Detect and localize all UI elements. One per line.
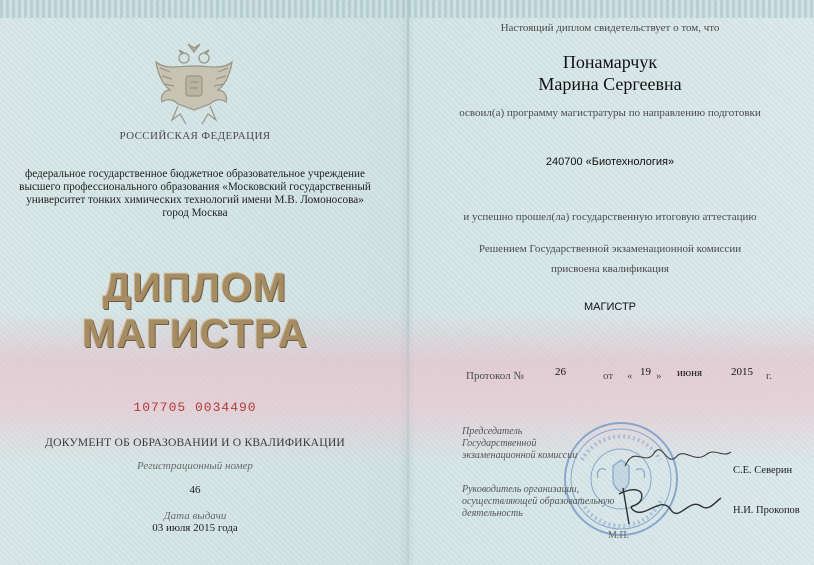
protocol-number: 26 xyxy=(555,366,566,378)
issue-date-label: Дата выдачи xyxy=(163,510,227,522)
institution-line: федеральное государственное бюджетное образовательное учреждение xyxy=(24,168,365,180)
institution-city: город Москва xyxy=(162,207,228,219)
chair-signature xyxy=(615,438,735,478)
attestation-statement: и успешно прошел(ла) государственную итоговую аттестацию xyxy=(463,211,757,223)
chair-label-line: экзаменационной комиссии xyxy=(462,450,578,461)
qualification: МАГИСТР xyxy=(584,301,636,313)
serial-number: 107705 0034490 xyxy=(133,400,257,415)
diploma-subtitle: МАГИСТРА xyxy=(81,312,308,356)
head-label-line: осуществляющей образовательную xyxy=(462,496,615,507)
head-name: Н.И. Прокопов xyxy=(733,505,800,516)
registration-label: Регистрационный номер xyxy=(137,460,253,472)
protocol-from: от xyxy=(603,370,614,382)
commission-decision: Решением Государственной экзаменационной комиссии xyxy=(478,243,742,255)
head-label xyxy=(462,484,632,520)
quote-open: « xyxy=(627,370,633,382)
chair-label-line: Государственной xyxy=(462,438,537,449)
chair-label xyxy=(462,426,632,462)
issue-date: 03 июля 2015 года xyxy=(152,522,238,534)
chair-name: С.Е. Северин xyxy=(733,465,793,476)
graduate-given-names: Марина Сергеевна xyxy=(538,74,682,94)
protocol-year-suffix: г. xyxy=(766,370,773,382)
chair-label-line: Председатель xyxy=(462,426,523,437)
certification-text: Настоящий диплом свидетельствует о том, что xyxy=(500,22,720,34)
registration-number: 46 xyxy=(189,484,201,496)
protocol-month: июня xyxy=(677,367,703,379)
head-label-line: Руководитель организации, xyxy=(462,484,580,495)
quote-close: » xyxy=(656,370,662,382)
qualification-awarded-label: присвоена квалификация xyxy=(551,263,669,275)
federation-label: РОССИЙСКАЯ ФЕДЕРАЦИЯ xyxy=(119,130,271,142)
graduate-surname: Понамарчук xyxy=(562,52,658,72)
program-statement: освоил(а) программу магистратуры по направлению подготовки xyxy=(459,107,761,119)
protocol-year: 2015 xyxy=(731,366,753,378)
program-name: 240700 «Биотехнология» xyxy=(545,156,675,168)
diploma-title: ДИПЛОМ xyxy=(102,266,288,310)
institution-line: университет тонких химических технологий имени М.В. Ломоносова» xyxy=(26,194,364,206)
protocol-day: 19 xyxy=(640,366,651,378)
head-label-line: деятельность xyxy=(462,508,523,519)
coat-of-arms-icon xyxy=(148,40,240,130)
stamp-place-label: М.П. xyxy=(608,530,630,541)
protocol-label: Протокол № xyxy=(466,370,524,382)
institution-line: высшего профессионального образования «Московский государственный xyxy=(19,181,371,193)
page-fold xyxy=(407,0,409,565)
document-type: ДОКУМЕНТ ОБ ОБРАЗОВАНИИ И О КВАЛИФИКАЦИИ xyxy=(45,436,345,449)
institution-name xyxy=(0,168,390,220)
